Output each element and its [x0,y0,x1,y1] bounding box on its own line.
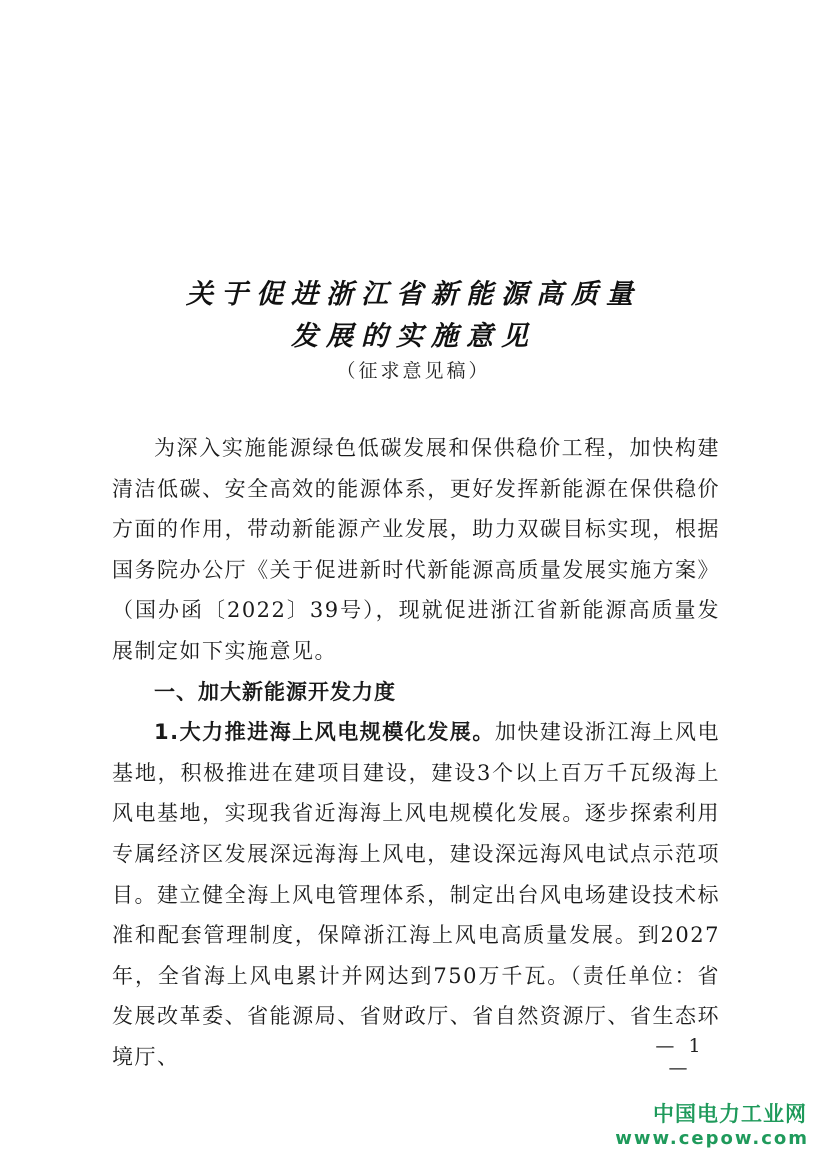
watermark-url: www.cepow.com [615,1128,809,1149]
document-body [112,428,720,1078]
document-title-line-2: 发展的实施意见 [291,321,536,352]
item-lead: 1.大力推进海上风电规模化发展。 [154,720,495,745]
watermark-site-name: 中国电力工业网 [653,1102,807,1126]
intro-paragraph: 为深入实施能源绿色低碳发展和保供稳价工程，加快构建清洁低碳、安全高效的能源体系，更好发挥新能源在保供稳价方面的作用，带动新能源产业发展，助力双碳目标实现，根据国务院办公厅《关于促进新时代新能源高质量发展实施方案》（国办函〔2022〕39号），现就促进浙江省新能源高质量发展制定如下实施意见。 [112,436,720,663]
document-subtitle: （征求意见稿） [336,360,491,382]
section-heading: 一、加大新能源开发力度 [154,679,396,704]
item-body: 加快建设浙江海上风电基地，积极推进在建项目建设，建设3个以上百万千瓦级海上风电基地，实现我省近海海上风电规模化发展。逐步探索利用专属经济区发展深远海海上风电，建设深远海风电试点示范项目。建立健全海上风电管理体系，制定出台风电场建设技术标准和配套管理制度，保障浙江海上风电高质量发展。到2027年，全省海上风电累计并网达到750万千瓦。（责任单位：省发展改革委、省能源局、省财政厅、省自然资源厅、省生态环境厅、 [112,720,720,1069]
page-number: — 1 — [655,1035,705,1079]
document-title-line-1: 关于促进浙江省新能源高质量 [186,279,641,310]
item-paragraph [112,712,720,1077]
